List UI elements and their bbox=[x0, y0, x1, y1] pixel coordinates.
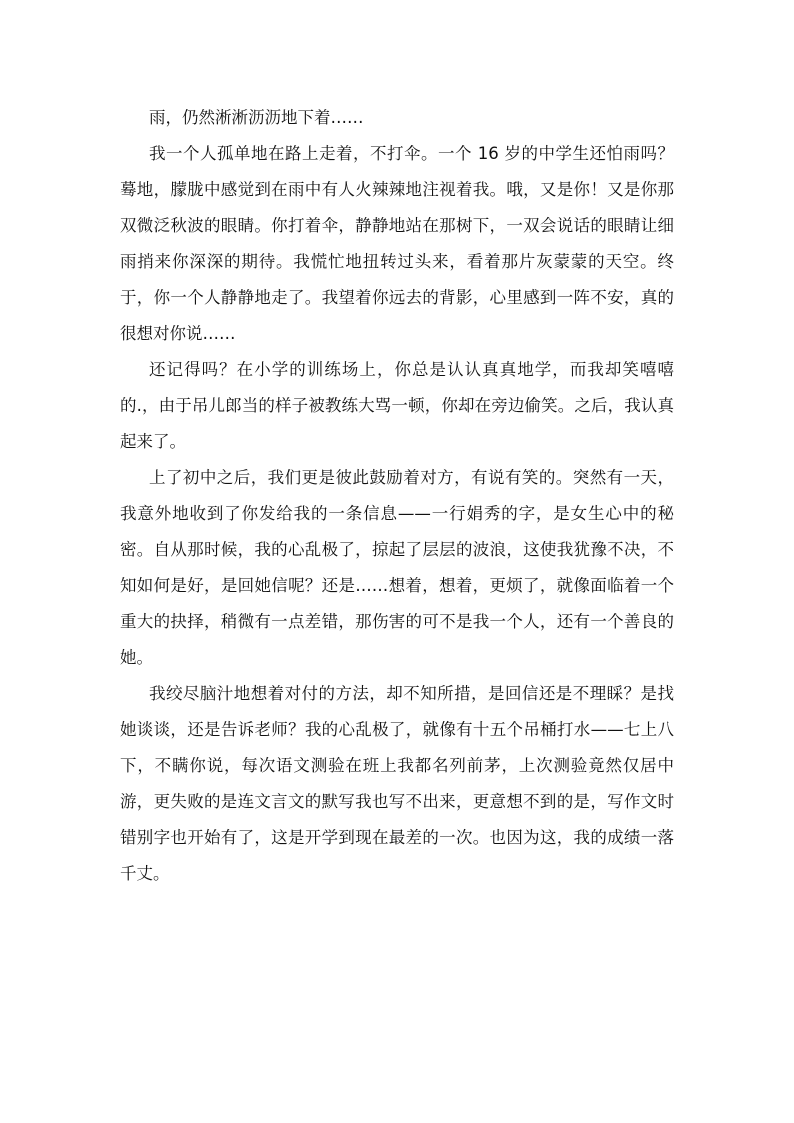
paragraph-2: 我一个人孤单地在路上走着，不打伞。一个 16 岁的中学生还怕雨吗？蓦地，朦胧中感觉到在雨中有人火辣辣地注视着我。哦，又是你！又是你那双微泛秋波的眼睛。你打着伞，静静地站在那树下，一双会说话的眼睛让细雨捎来你深深的期待。我慌忙地扭转过头来，看着那片灰蒙蒙的天空。终于，你一个人静静地走了。我望着你远去的背影，心里感到一阵不安，真的很想对你说…… bbox=[120, 144, 674, 343]
paragraph-3: 还记得吗？在小学的训练场上，你总是认认真真地学，而我却笑嘻嘻的.，由于吊儿郎当的样子被教练大骂一顿，你却在旁边偷笑。之后，我认真起来了。 bbox=[120, 360, 674, 451]
paragraph-5: 我绞尽脑汁地想着对付的方法，却不知所措，是回信还是不理睬？是找她谈谈，还是告诉老师？我的心乱极了，就像有十五个吊桶打水——七上八下，不瞒你说，每次语文测验在班上我都名列前茅，上次测验竟然仅居中游，更失败的是连文言文的默写我也写不出来，更意想不到的是，写作文时错别字也开始有了，这是开学到现在最差的一次。也因为这，我的成绩一落千丈。 bbox=[120, 684, 674, 883]
paragraph-1: 雨，仍然淅淅沥沥地下着…… bbox=[149, 108, 364, 127]
paragraph-4: 上了初中之后，我们更是彼此鼓励着对方，有说有笑的。突然有一天，我意外地收到了你发给我的一条信息——一行娟秀的字，是女生心中的秘密。自从那时候，我的心乱极了，掠起了层层的波浪，这使我犹豫不决，不知如何是好，是回她信呢？还是……想着，想着，更烦了，就像面临着一个重大的抉择，稍微有一点差错，那伤害的可不是我一个人，还有一个善良的她。 bbox=[120, 468, 674, 667]
document-page bbox=[120, 100, 674, 892]
